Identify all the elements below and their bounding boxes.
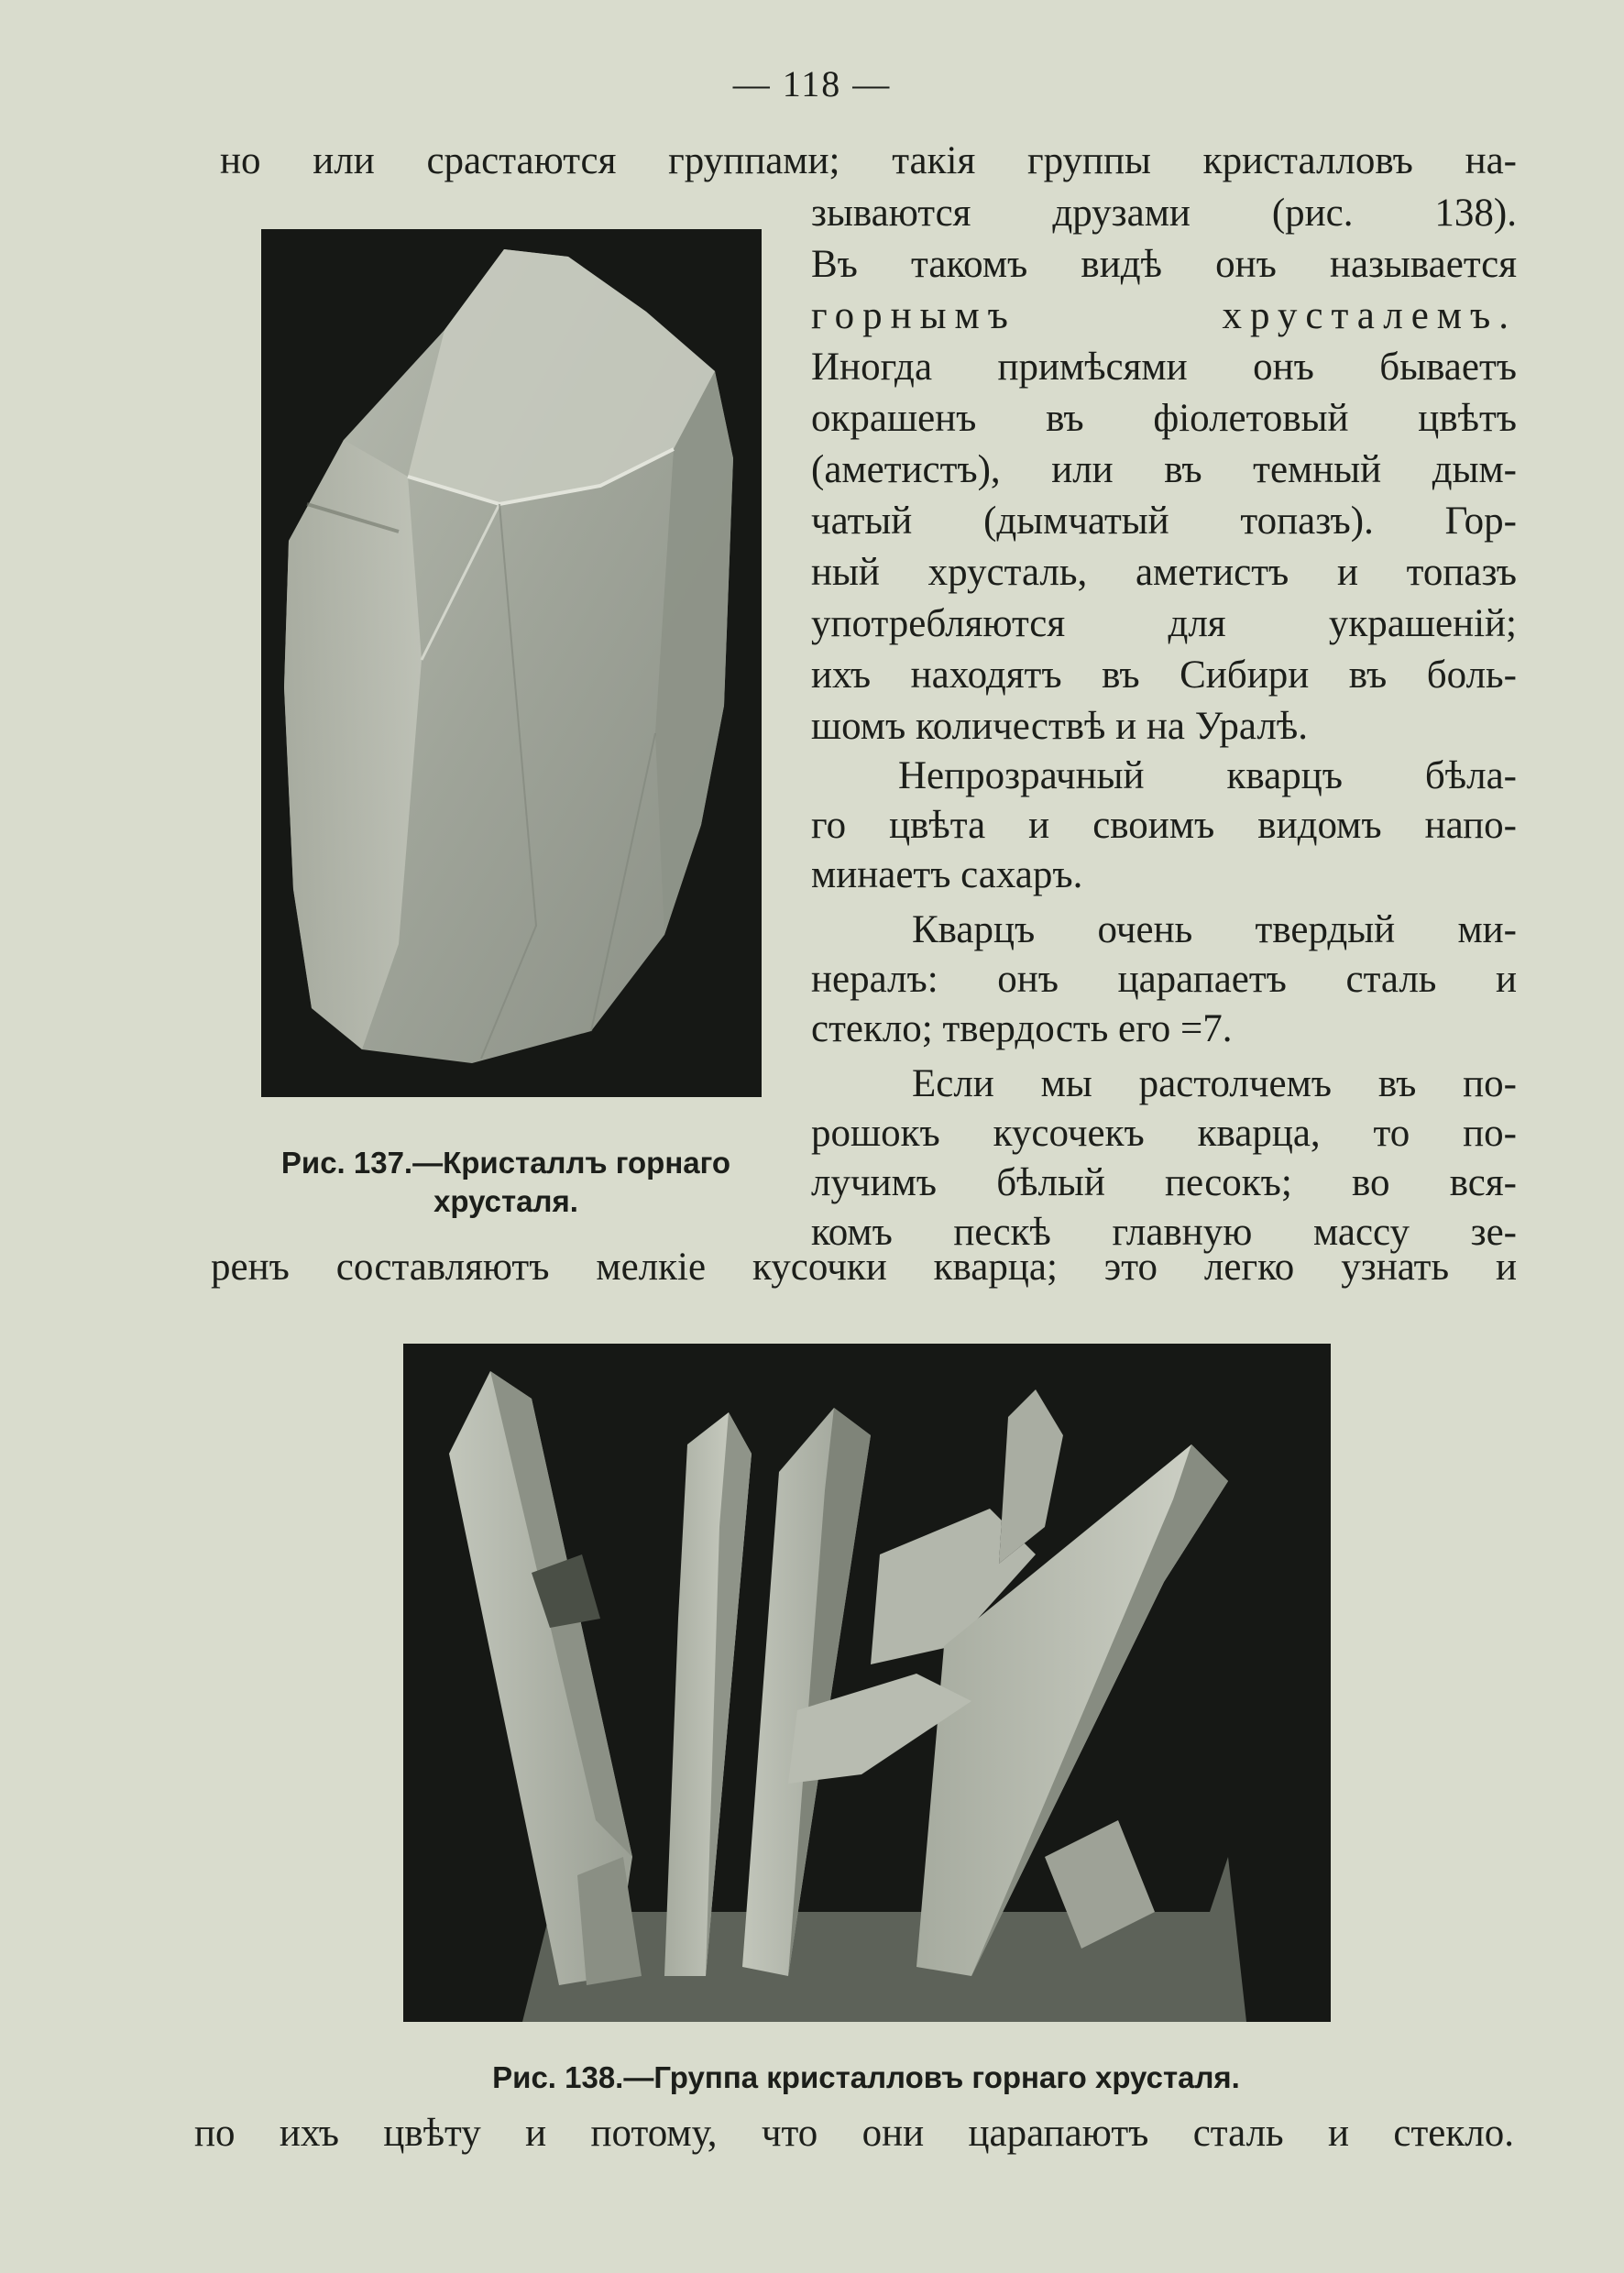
text-line-col: Кварцъ очень твердый ми- <box>912 908 1517 951</box>
text-line-top: но или срастаются группами; такія группы кристалловъ на- <box>220 139 1517 182</box>
text-line-col: го цвѣта и своимъ видомъ напо- <box>811 804 1517 847</box>
figure-138-photo <box>403 1344 1331 2022</box>
text-line-col: ный хрусталь, аметистъ и топазъ <box>811 551 1517 594</box>
text-line-col: шомъ количествѣ и на Уралѣ. <box>811 705 1308 748</box>
figure-137-caption-line2: хрусталя. <box>433 1184 578 1218</box>
figure-137-caption <box>240 1144 772 1221</box>
text-line-col: Если мы растолчемъ въ по- <box>912 1062 1517 1105</box>
text-line-col: чатый (дымчатый топазъ). Гор- <box>811 500 1517 543</box>
text-line-col: рошокъ кусочекъ кварца, то по- <box>811 1112 1517 1155</box>
text-line-col: горнымъ хрусталемъ. <box>811 294 1517 337</box>
text-line-col: употребляются для украшеній; <box>811 602 1517 645</box>
text-line-full: ренъ составляютъ мелкіе кусочки кварца; это легко узнать и <box>211 1246 1517 1289</box>
text-line-col: Непрозрачный кварцъ бѣла- <box>898 754 1517 797</box>
text-line-col: нералъ: онъ царапаетъ сталь и <box>811 958 1517 1001</box>
text-line-col: Въ такомъ видѣ онъ называется <box>811 243 1517 286</box>
text-line-col: лучимъ бѣлый песокъ; во вся- <box>811 1161 1517 1204</box>
figure-137-caption-line1: Рис. 137.—Кристаллъ горнаго <box>280 1146 731 1180</box>
text-line-col: минаетъ сахаръ. <box>811 853 1083 896</box>
text-line-col: ихъ находятъ въ Сибири въ боль- <box>811 653 1517 697</box>
text-line-col: Иногда примѣсями онъ бываетъ <box>811 346 1517 389</box>
text-line-col: зываются друзами (рис. 138). <box>811 192 1517 235</box>
text-line-bottom: по ихъ цвѣту и потому, что они царапаютъ сталь и стекло. <box>194 2112 1514 2155</box>
text-line-col: окрашенъ въ фіолетовый цвѣтъ <box>811 397 1517 440</box>
figure-138-caption: Рис. 138.—Группа кристалловъ горнаго хрусталя. <box>492 2060 1240 2094</box>
text-line-col: комъ пескѣ главную массу зе- <box>811 1211 1517 1254</box>
text-line-col: (аметистъ), или въ темный дым- <box>811 448 1517 491</box>
page-number: — 118 — <box>732 63 892 104</box>
figure-137-photo <box>261 229 762 1097</box>
text-line-col: стекло; твердость его =7. <box>811 1007 1233 1050</box>
